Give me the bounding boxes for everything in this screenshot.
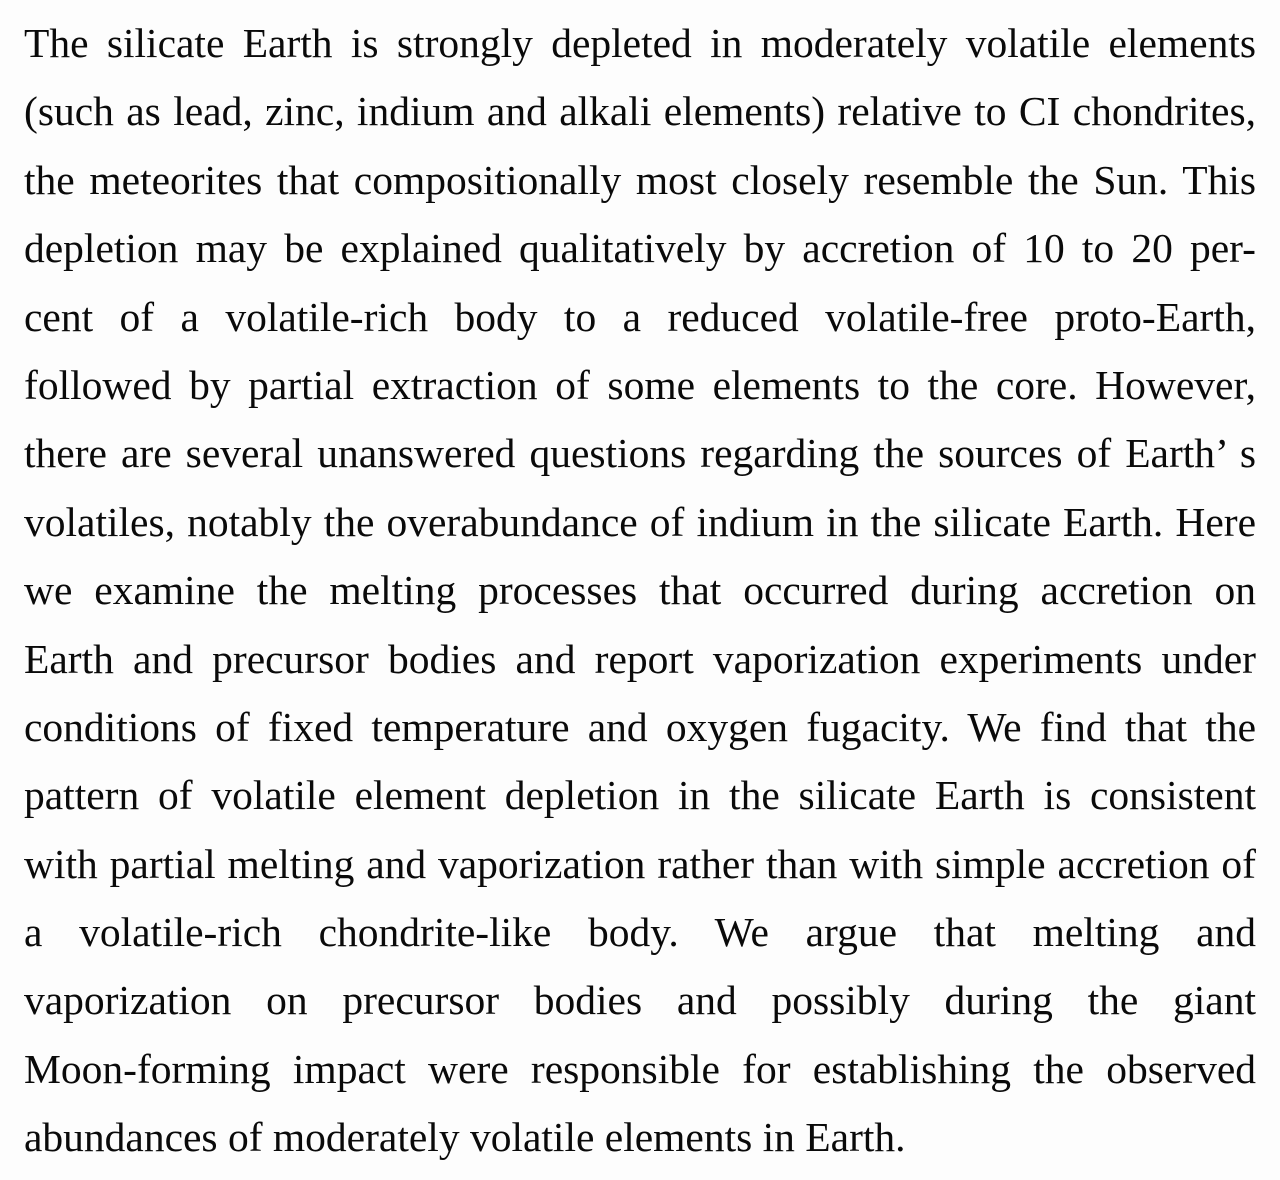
abstract-line: the meteorites that compositionally most closely resemble the Sun. This xyxy=(24,156,1256,203)
abstract-line: conditions of fixed temperature and oxygen fugacity. We find that the xyxy=(24,703,1256,750)
abstract-line: cent of a volatile-rich body to a reduced volatile-free proto-Earth, xyxy=(24,293,1256,340)
abstract-line: depletion may be explained qualitatively by accretion of 10 to 20 per- xyxy=(24,225,1256,272)
abstract-line: followed by partial extraction of some elements to the core. However, xyxy=(24,361,1256,408)
abstract-line: with partial melting and vaporization rather than with simple accretion of xyxy=(24,840,1256,887)
abstract-line: vaporization on precursor bodies and possibly during the giant xyxy=(24,977,1256,1024)
abstract-line: a volatile-rich chondrite-like body. We argue that melting and xyxy=(24,909,1256,956)
abstract-paragraph xyxy=(24,9,1256,1172)
abstract-line: The silicate Earth is strongly depleted in moderately volatile elements xyxy=(24,20,1256,66)
abstract-line: Earth and precursor bodies and report vaporization experiments under xyxy=(24,635,1256,682)
abstract-line: (such as lead, zinc, indium and alkali elements) relative to CI chondrites, xyxy=(24,88,1256,135)
abstract-line: Moon-forming impact were responsible for establishing the observed xyxy=(24,1045,1256,1092)
abstract-line: abundances of moderately volatile elements in Earth. xyxy=(24,1114,906,1161)
abstract-line: volatiles, notably the overabundance of indium in the silicate Earth. Here xyxy=(24,498,1256,545)
abstract-line: we examine the melting processes that occurred during accretion on xyxy=(24,567,1256,614)
abstract-line: pattern of volatile element depletion in the silicate Earth is consistent xyxy=(24,772,1256,819)
abstract-line: there are several unanswered questions regarding the sources of Earth’ s xyxy=(24,430,1256,477)
